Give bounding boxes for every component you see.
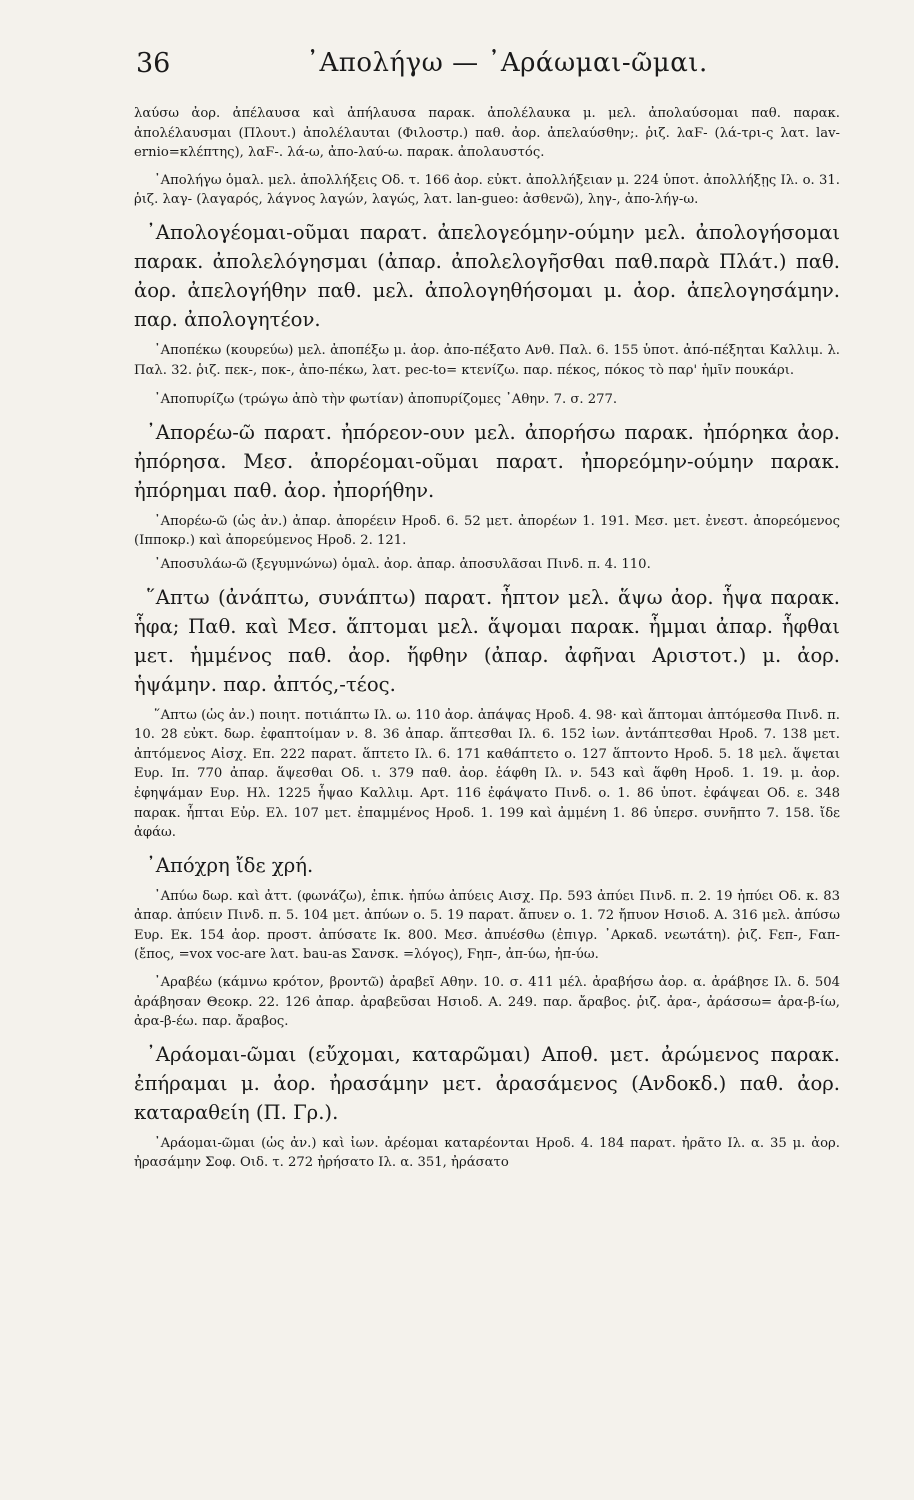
dictionary-entry: ᾿Αποπυρίζω (τρώγω ἀπὸ τὴν φωτίαν) ἀποπυρίζομες ᾿Αθην. 7. σ. 277. <box>154 392 618 408</box>
entries-list <box>134 104 840 1173</box>
dictionary-entry: ᾿Αράομαι-ῶμαι (εὔχομαι, καταρῶμαι) Αποθ. μετ. ἀρώμενος παρακ. ἐπήραμαι μ. ἀορ. ἠρασάμην μετ. ἀρασάμενος (Ανδοκδ.) παθ. ἀορ. καταραθείη (Π. Γρ.). <box>134 1042 840 1124</box>
dictionary-entry: ᾿Αποπέκω (κουρεύω) μελ. ἀποπέξω μ. ἀορ. ἀπο-πέξατο Ανθ. Παλ. 6. 155 ὑποτ. ἀπό-πέξηται Καλλιμ. λ. Παλ. 32. ῥιζ. πεκ-, ποκ-, ἀπο-πέκω, λατ. pec-to= κτενίζω. παρ. πέκος, πόκος τὸ παρ' ἡμῖν πουκάρι. <box>134 342 840 378</box>
dictionary-entry: ᾿Απύω δωρ. καὶ ἀττ. (φωνάζω), ἐπικ. ἠπύω ἀπύεις Αισχ. Πρ. 593 ἀπύει Πινδ. π. 2. 19 ἠπύει Οδ. κ. 83 ἀπαρ. ἀπύειν Πινδ. π. 5. 104 μετ. ἀπύων ο. 5. 19 παρατ. ἄπυεν ο. 1. 72 ἤπυον Ησιοδ. Α. 316 μελ. ἀπύσω Ευρ. Εκ. 154 ἀορ. προστ. ἀπύσατε Ικ. 800. Μεσ. ἀπυέσθω (ἐπιγρ. ᾿Αρκαδ. νεωτάτη). ῥιζ. Ϝεπ-, Ϝαπ- (ἔπος, =vox voc-are λατ. bau-as Σανσκ. =λόγος), Ϝηπ-, ἀπ-ύω, ἠπ-ύω. <box>134 888 840 963</box>
dictionary-entry: λαύσω ἀορ. ἀπέλαυσα καὶ ἀπήλαυσα παρακ. ἀπολέλαυκα μ. μελ. ἀπολαύσομαι παθ. παρακ. ἀπολέλαυσμαι (Πλουτ.) ἀπολέλαυται (Φιλοστρ.) παθ. ἀορ. ἀπελαύσθην;. ῥιζ. λαϜ- (λά-τρι-ς λατ. lav-ernio=κλέπτης), λαϜ-. λά-ω, ἀπο-λαύ-ω. παρακ. ἀπολαυστός. <box>134 106 840 161</box>
dictionary-page <box>134 40 840 1480</box>
running-head <box>134 40 840 96</box>
dictionary-entry: ᾿Αράομαι-ῶμαι (ὡς ἀν.) καὶ ἰων. ἀρέομαι καταρέονται Ηροδ. 4. 184 παρατ. ἠρᾶτο Ιλ. α. 35 μ. ἀορ. ἠρασάμην Σοφ. Οιδ. τ. 272 ἠρήσατο Ιλ. α. 351, ἠράσατο <box>134 1135 840 1171</box>
dictionary-entry: ῞Απτω (ὡς ἀν.) ποιητ. ποτιάπτω Ιλ. ω. 110 ἀορ. ἀπάψας Ηροδ. 4. 98· καὶ ἅπτομαι ἀπτόμεσθα Πινδ. π. 10. 28 εὐκτ. δωρ. ἐφαπτοίμαν ν. 8. 36 ἀπαρ. ἅπτεσθαι Ιλ. 6. 152 ἰων. ἀντάπτεσθαι Ηροδ. 7. 138 μετ. ἀπτόμενος Αἰσχ. Επ. 222 παρατ. ἅπτετο Ιλ. 6. 171 καθάπτετο ο. 127 ἅπτοντο Ηροδ. 5. 18 μελ. ἅψεται Ευρ. Ιπ. 770 ἀπαρ. ἅψεσθαι Οδ. ι. 379 παθ. ἀορ. ἑάφθη Ιλ. ν. 543 καὶ ἅφθη Ηροδ. 1. 19. μ. ἀορ. ἐφηψάμαν Ευρ. Ηλ. 1225 ἧψαο Καλλιμ. Αρτ. 116 ἐφάψατο Πινδ. ο. 1. 86 ὑποτ. ἐφάψεαι Οδ. ε. 348 παρακ. ἧπται Εὐρ. Ελ. 107 μετ. ἐπαμμένος Ηροδ. 1. 199 καὶ ἀμμένη 1. 86 ὑπερσ. συνῆπτο 7. 158. ἴδε ἀφάω. <box>134 707 840 841</box>
dictionary-entry: ᾿Απόχρη ἴδε χρή. <box>146 853 314 877</box>
dictionary-entry: ᾿Απολογέομαι-οῦμαι παρατ. ἀπελογεόμην-ούμην μελ. ἀπολογήσομαι παρακ. ἀπολελόγησμαι (ἀπαρ. ἀπολελογῆσθαι παθ.παρὰ Πλάτ.) παθ. ἀορ. ἀπελογήθην παθ. μελ. ἀπολογηθήσομαι μ. ἀορ. ἀπελογησάμην. παρ. ἀπολογητέον. <box>134 220 840 331</box>
running-title: ᾿Απολήγω — ᾿Αράωμαι-ῶμαι. <box>306 48 708 78</box>
dictionary-entry: ᾿Απορέω-ῶ (ὡς ἀν.) ἀπαρ. ἀπορέειν Ηροδ. 6. 52 μετ. ἀπορέων 1. 191. Μεσ. μετ. ἐνεστ. ἀπορεόμενος (Ιπποκρ.) καὶ ἀπορεύμενος Ηροδ. 2. 121. <box>134 513 840 549</box>
dictionary-entry: ᾿Αραβέω (κάμνω κρότον, βροντῶ) ἀραβεῖ Αθην. 10. σ. 411 μέλ. ἀραβήσω ἀορ. α. ἀράβησε Ιλ. δ. 504 ἀράβησαν Θεοκρ. 22. 126 ἀπαρ. ἀραβεῦσαι Ησιοδ. Α. 249. παρ. ἄραβος. ῥιζ. ἀρα-, ἀράσσω= ἀρα-β-ίω, ἀρα-β-έω. παρ. ἄραβος. <box>134 975 840 1030</box>
dictionary-entry: ᾿Απορέω-ῶ παρατ. ἠπόρεον-ουν μελ. ἀπορήσω παρακ. ἠπόρηκα ἀορ. ἠπόρησα. Μεσ. ἀπορέομαι-οῦμαι παρατ. ἠπορεόμην-ούμην παρακ. ἠπόρημαι παθ. ἀορ. ἠπορήθην. <box>134 420 840 502</box>
page-number: 36 <box>136 48 171 79</box>
dictionary-entry: ᾿Απολήγω ὁμαλ. μελ. ἀπολλήξεις Οδ. τ. 166 ἀορ. εὐκτ. ἀπολλήξειαν μ. 224 ὑποτ. ἀπολλήξῃς Ιλ. ο. 31. ῥιζ. λαγ- (λαγαρός, λάγνος λαγών, λαγώς, λατ. lan-gueo: ἀσθενῶ), ληγ-, ἀπο-λήγ-ω. <box>134 172 840 208</box>
dictionary-entry: ᾿Αποσυλάω-ῶ (ξεγυμνώνω) ὁμαλ. ἀορ. ἀπαρ. ἀποσυλᾶσαι Πινδ. π. 4. 110. <box>154 556 651 572</box>
dictionary-entry: ῞Απτω (ἀνάπτω, συνάπτω) παρατ. ἧπτον μελ. ἅψω ἀορ. ἧψα παρακ. ἧφα; Παθ. καὶ Μεσ. ἅπτομαι μελ. ἅψομαι παρακ. ἧμμαι ἀπαρ. ἧφθαι μετ. ἡμμένος παθ. ἀορ. ἥφθην (ἀπαρ. ἀφῆναι Αριστοτ.) μ. ἀορ. ἡψάμην. παρ. ἀπτός,-τέος. <box>134 585 840 696</box>
